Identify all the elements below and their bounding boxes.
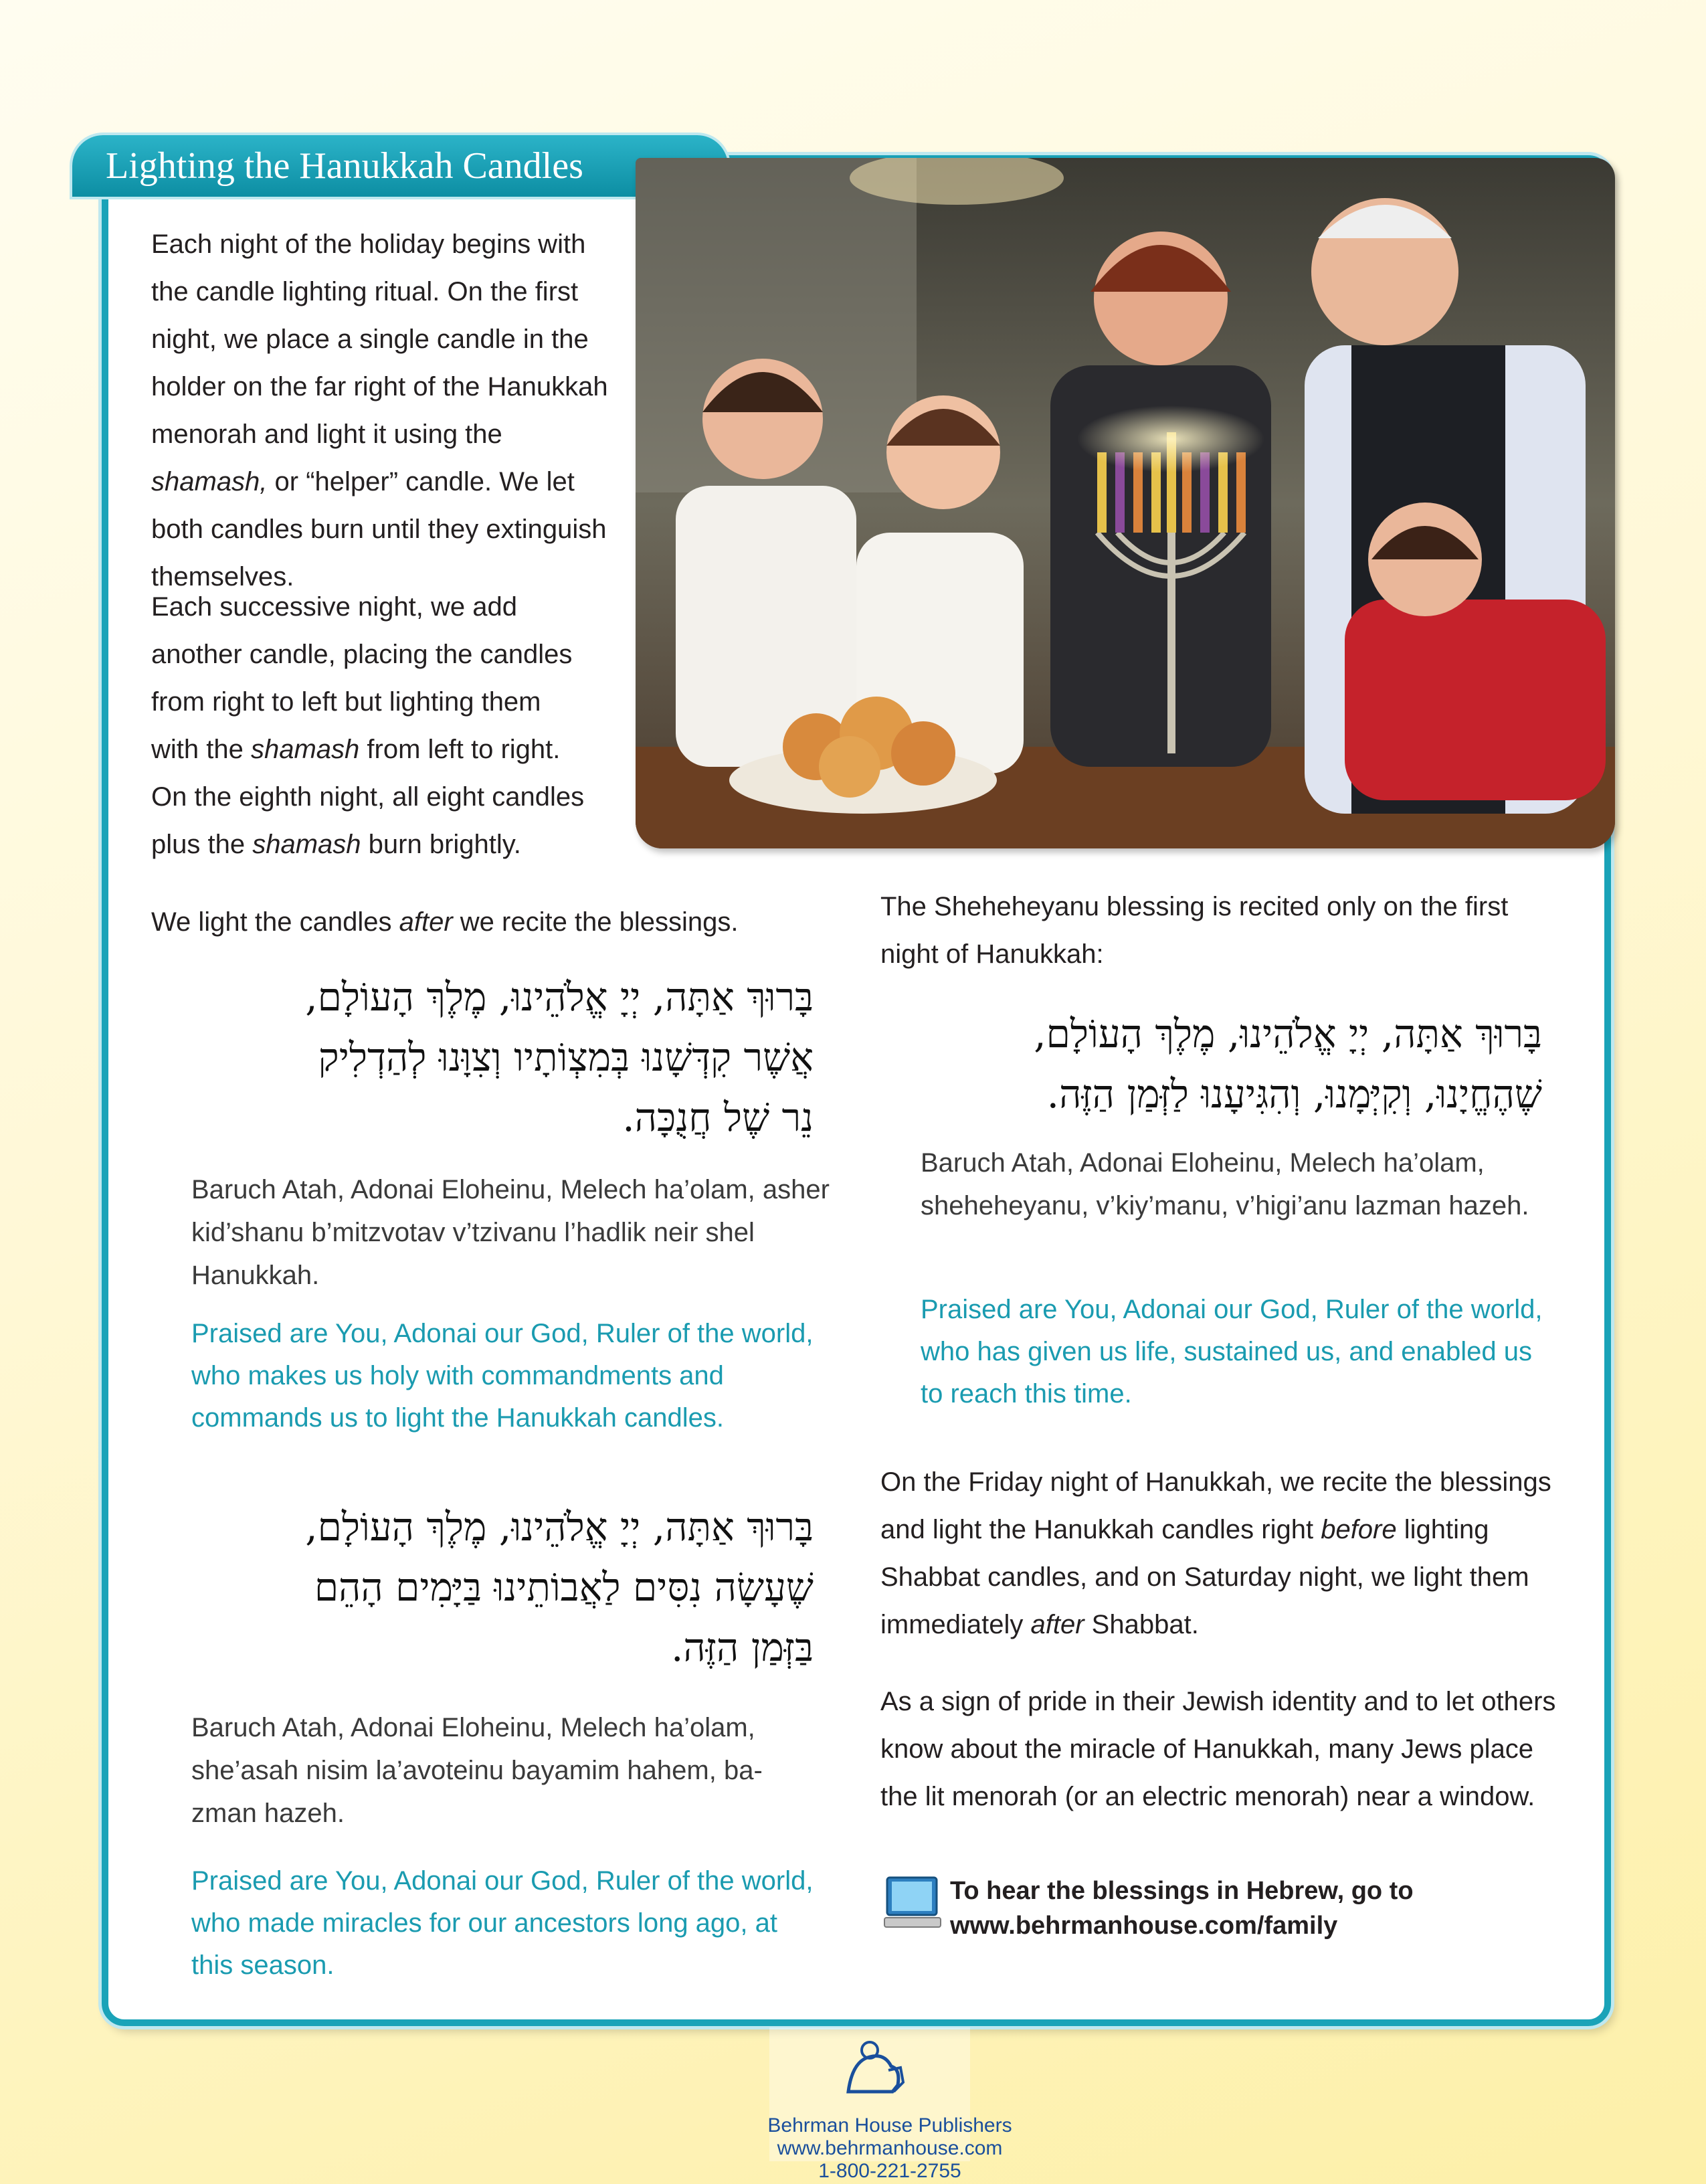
audio-instruction: To hear the blessings in Hebrew, go to xyxy=(950,1877,1414,1905)
computer-icon xyxy=(883,1874,943,1934)
publisher-name: Behrman House Publishers xyxy=(767,2114,1012,2136)
hebrew-line: בָּרוּךְ אַתָּה, יְיָ אֱלֹהֵינוּ, מֶלֶךְ הָעוֹלָם, xyxy=(305,1504,814,1550)
blessing-3-transliteration: Baruch Atah, Adonai Eloheinu, Melech ha’olam, sheheheyanu, v’kiy’manu, v’higi’anu lazman hazeh. xyxy=(921,1148,1529,1220)
blessing-1-transliteration: Baruch Atah, Adonai Eloheinu, Melech ha’olam, asher kid’shanu b’mitzvotav v’tzivanu l’hadlik neir shel Hanukkah. xyxy=(191,1175,830,1290)
lead-text: We light the candles xyxy=(151,907,399,937)
blessing-2-translation: Praised are You, Adonai our God, Ruler of the world, who made miracles for our ancestors long ago, at this season. xyxy=(191,1866,814,1980)
hebrew-line: בַּזְּמַן הַזֶּה. xyxy=(670,1625,814,1670)
intro-p1-text-end: or “helper” candle. We let both candles burn until they extinguish themselves. xyxy=(151,467,607,592)
hebrew-line: שֶׁהֶחֱיָנוּ, וְקִיְּמָנוּ, וְהִגִּיעָנוּ לַזְּמַן הַזֶּה. xyxy=(1046,1071,1542,1117)
hebrew-line: אֲשֶׁר קִדְּשָׁנוּ בְּמִצְוֹתָיו וְצִוָּנוּ לְהַדְלִיק xyxy=(318,1034,814,1080)
shamash-term: shamash, xyxy=(151,467,268,496)
lead-text-end: we recite the blessings. xyxy=(452,907,739,937)
intro-p2-text: Each successive night, we add another candle, placing the candles from right to left but lighting them with the xyxy=(151,592,573,764)
family-website-link[interactable]: www.behrmanhouse.com/family xyxy=(950,1912,1338,1940)
blessing-3-hebrew xyxy=(900,1004,1542,1124)
audio-link-note xyxy=(950,1874,1414,1943)
publisher-phone: 1-800-221-2755 xyxy=(818,2160,961,2182)
family-menorah-photo xyxy=(636,158,1615,848)
publisher-website[interactable]: www.behrmanhouse.com xyxy=(777,2137,1003,2159)
lion-logo-icon xyxy=(769,2027,970,2114)
page-title: Lighting the Hanukkah Candles xyxy=(72,135,728,197)
pride-paragraph: As a sign of pride in their Jewish identity and to let others know about the miracle of Hanukkah, many Jews place the lit menorah (or an electric menorah) near a window. xyxy=(880,1687,1556,1811)
hebrew-line: נֵר שֶׁל חֲנֻכָּה. xyxy=(622,1095,814,1140)
intro-p1-text: Each night of the holiday begins with the candle lighting ritual. On the first night, we place a single candle in the holder on the far right of the Hanukkah menorah and light it using the xyxy=(151,230,608,449)
blessing-2-transliteration: Baruch Atah, Adonai Eloheinu, Melech ha’olam, she’asah nisim la’avoteinu bayamim hahem, ba-zman hazeh. xyxy=(191,1713,763,1828)
blessing-3-translation: Praised are You, Adonai our God, Ruler of the world, who has given us life, sustained us, and enabled us to reach this time. xyxy=(921,1295,1543,1408)
after-term: after xyxy=(1030,1610,1084,1639)
family-photo-illustration xyxy=(636,158,1615,848)
sheheheyanu-lead: The Sheheheyanu blessing is recited only on the first night of Hanukkah: xyxy=(880,892,1509,969)
friday-night-paragraph xyxy=(880,1459,1563,1649)
shamash-term: shamash xyxy=(250,735,360,764)
hebrew-line: בָּרוּךְ אַתָּה, יְיָ אֱלֹהֵינוּ, מֶלֶךְ הָעוֹלָם, xyxy=(305,974,814,1020)
shamash-term: shamash xyxy=(252,830,361,859)
blessings-lead xyxy=(151,899,847,946)
hebrew-line: בָּרוּךְ אַתָּה, יְיָ אֱלֹהֵינוּ, מֶלֶךְ הָעוֹלָם, xyxy=(1034,1011,1542,1057)
blessing-1-translation: Praised are You, Adonai our God, Ruler of the world, who makes us holy with commandments and commands us to light the Hanukkah candles. xyxy=(191,1319,814,1433)
intro-p2-text-end: burn brightly. xyxy=(361,830,521,859)
friday-text-mid: lighting Shabbat candles, and on Saturday night, we light them immediately xyxy=(880,1515,1529,1639)
intro-paragraph-2 xyxy=(151,583,593,869)
hebrew-line: שֶׁעָשָׂה נִסִּים לַאֲבוֹתֵינוּ בַּיָּמִים הָהֵם xyxy=(314,1564,814,1610)
blessing-1-hebrew xyxy=(167,967,814,1148)
before-term: before xyxy=(1321,1515,1397,1544)
intro-paragraph-1 xyxy=(151,221,613,601)
intro-p2-text-mid: from left to right. On the eighth night, all eight candles plus the xyxy=(151,735,585,859)
friday-text: On the Friday night of Hanukkah, we recite the blessings and light the Hanukkah candles right xyxy=(880,1467,1551,1544)
after-term: after xyxy=(399,907,453,937)
blessing-2-hebrew xyxy=(167,1497,814,1677)
friday-text-end: Shabbat. xyxy=(1084,1610,1199,1639)
